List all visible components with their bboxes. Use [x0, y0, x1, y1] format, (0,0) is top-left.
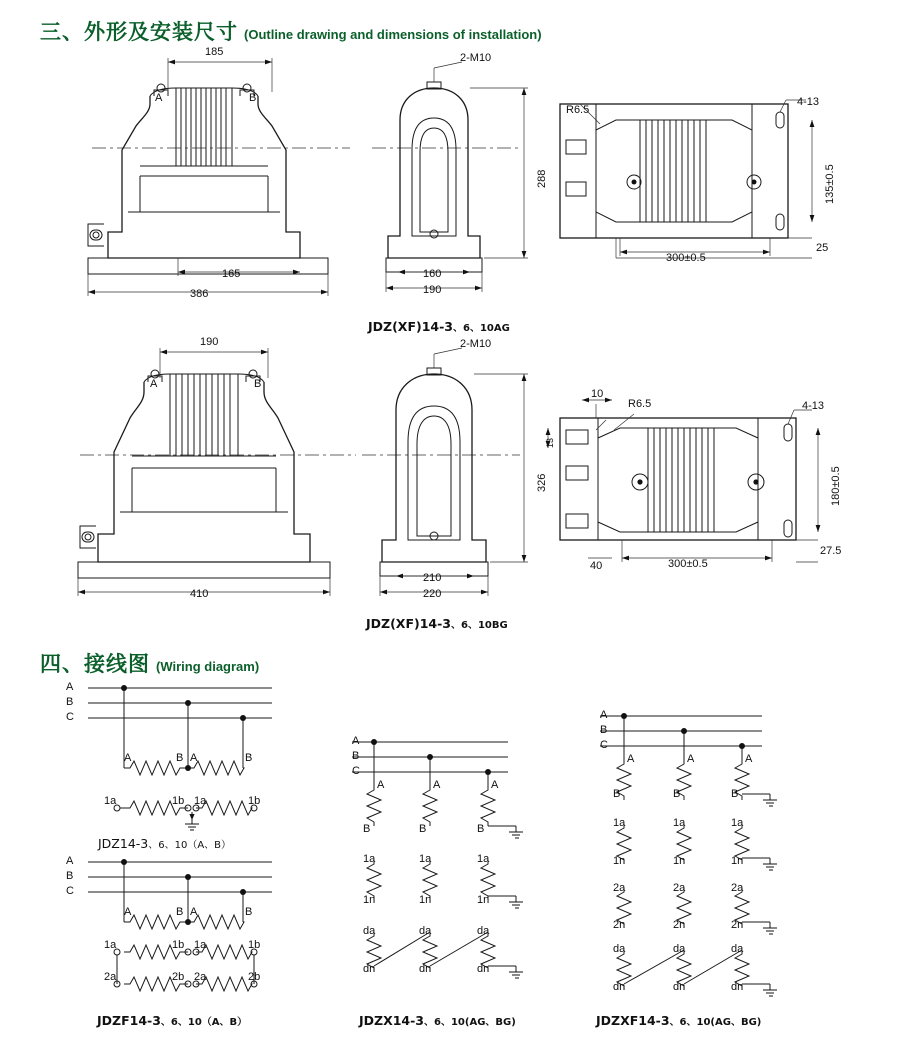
- dim-10: 10: [591, 388, 604, 400]
- terminal-a-label-2: A: [150, 378, 158, 390]
- caption-jdzf14-sub: 、6、10（A、B）: [160, 1017, 248, 1028]
- damp4-top-da3: da: [731, 943, 744, 955]
- ter-term-2b-2: 2b: [248, 971, 261, 983]
- dim-326: 326: [536, 473, 548, 492]
- prim2-term-b1: B: [176, 906, 184, 918]
- prim3-top-a3: A: [491, 779, 499, 791]
- sec3-bot-1n2: 1n: [419, 894, 432, 906]
- prim2-term-b2: B: [245, 906, 253, 918]
- dim-190-front: 190: [200, 336, 219, 348]
- phase-label-c-3: C: [352, 765, 360, 777]
- damp3-bot-dn2: dn: [419, 963, 432, 975]
- sec3-bot-1n1: 1n: [363, 894, 376, 906]
- caption-jdz14: [98, 836, 231, 851]
- prim4-bot-b2: B: [673, 788, 681, 800]
- dim-135: 135±0.5: [824, 164, 836, 204]
- damp4-bot-dn2: dn: [673, 981, 686, 993]
- prim4-bot-b3: B: [731, 788, 739, 800]
- prim2-term-a2: A: [190, 906, 198, 918]
- prim4-top-a2: A: [687, 753, 695, 765]
- damp4-bot-dn3: dn: [731, 981, 744, 993]
- dim-185: 185: [205, 46, 224, 58]
- sec41-top-1a1: 1a: [613, 817, 626, 829]
- sec42-top-2a1: 2a: [613, 882, 626, 894]
- prim-term-a2: A: [190, 752, 198, 764]
- sec42-top-2a3: 2a: [731, 882, 744, 894]
- sec42-bot-2n1: 2n: [613, 919, 626, 931]
- prim4-bot-b1: B: [613, 788, 621, 800]
- sec3-top-1a2: 1a: [419, 853, 432, 865]
- caption-bg-main: JDZ(XF)14-3: [366, 616, 451, 631]
- caption-jdzx14: [359, 1013, 516, 1028]
- caption-jdzxf14: [596, 1013, 761, 1028]
- sec41-top-1a2: 1a: [673, 817, 686, 829]
- prim2-term-a1: A: [124, 906, 132, 918]
- prim4-top-a3: A: [745, 753, 753, 765]
- caption-jdzxf14-sub: 、6、10(AG、BG): [669, 1017, 762, 1028]
- section-heading-wiring-en: (Wiring diagram): [156, 659, 260, 674]
- sec-term-1b-1: 1b: [172, 795, 185, 807]
- phase-label-b-2: B: [66, 870, 74, 882]
- prim3-bot-b1: B: [363, 823, 371, 835]
- dim-2m10-2: 2-M10: [460, 338, 492, 350]
- dim-40: 40: [590, 560, 603, 572]
- caption-jdz14-main: JDZ14-3: [98, 836, 149, 851]
- prim3-top-a2: A: [433, 779, 441, 791]
- caption-jdzx14-sub: 、6、10(AG、BG): [424, 1017, 516, 1028]
- sec41-bot-1n3: 1n: [731, 855, 744, 867]
- caption-jdz14-sub: 、6、10（A、B）: [148, 840, 232, 851]
- sec42-bot-2n3: 2n: [731, 919, 744, 931]
- dim-4-13-2: 4-13: [802, 400, 825, 412]
- sec-term-1a-1: 1a: [104, 795, 117, 807]
- damp4-top-da2: da: [673, 943, 686, 955]
- terminal-b-label: B: [249, 92, 257, 104]
- caption-jdzxf14-main: JDZXF14-3: [596, 1013, 670, 1028]
- caption-ag-sub: 、6、10AG: [452, 323, 510, 334]
- terminal-a-label: A: [155, 92, 163, 104]
- phase-label-b-1: B: [66, 696, 74, 708]
- dim-r65: R6.5: [566, 104, 590, 116]
- damp3-top-da2: da: [419, 925, 432, 937]
- dim-300: 300±0.5: [666, 252, 706, 264]
- sec2-term-1a-2: 1a: [194, 939, 207, 951]
- sec42-top-2a2: 2a: [673, 882, 686, 894]
- dim-386: 386: [190, 288, 209, 300]
- caption-jdzx14-main: JDZX14-3: [359, 1013, 425, 1028]
- phase-label-b-4: B: [600, 724, 608, 736]
- dim-2m10: 2-M10: [460, 52, 492, 64]
- dim-13: 13: [545, 437, 555, 448]
- prim-term-b1: B: [176, 752, 184, 764]
- prim3-top-a1: A: [377, 779, 385, 791]
- dim-410: 410: [190, 588, 209, 600]
- sec3-top-1a1: 1a: [363, 853, 376, 865]
- prim3-bot-b2: B: [419, 823, 427, 835]
- dim-300-2: 300±0.5: [668, 558, 708, 570]
- damp3-top-da3: da: [477, 925, 490, 937]
- damp3-bot-dn1: dn: [363, 963, 376, 975]
- caption-ag-main: JDZ(XF)14-3: [368, 319, 453, 334]
- prim4-top-a1: A: [627, 753, 635, 765]
- sec3-top-1a3: 1a: [477, 853, 490, 865]
- dim-165: 165: [222, 268, 241, 280]
- damp3-bot-dn3: dn: [477, 963, 490, 975]
- phase-label-c-4: C: [600, 739, 608, 751]
- dim-r65-2: R6.5: [628, 398, 652, 410]
- wiring-diagram-3: [352, 739, 523, 978]
- damp3-top-da1: da: [363, 925, 376, 937]
- sec2-term-1a-1: 1a: [104, 939, 117, 951]
- phase-label-b-3: B: [352, 750, 360, 762]
- damp4-top-da1: da: [613, 943, 626, 955]
- prim-term-a1: A: [124, 752, 132, 764]
- phase-label-c-1: C: [66, 711, 74, 723]
- sec2-term-1b-1: 1b: [172, 939, 185, 951]
- phase-label-a-1: A: [66, 681, 74, 693]
- dim-275: 27.5: [820, 545, 842, 557]
- sec-term-1a-2: 1a: [194, 795, 207, 807]
- section-heading-wiring-cn: 四、接线图: [40, 652, 150, 676]
- ter-term-2a-2: 2a: [194, 971, 207, 983]
- dim-180: 180±0.5: [830, 466, 842, 506]
- terminal-b-label-2: B: [254, 378, 262, 390]
- dim-190: 190: [423, 284, 442, 296]
- caption-jdzf14: [97, 1013, 247, 1028]
- sec3-bot-1n3: 1n: [477, 894, 490, 906]
- sec41-bot-1n2: 1n: [673, 855, 686, 867]
- damp4-bot-dn1: dn: [613, 981, 626, 993]
- prim-term-b2: B: [245, 752, 253, 764]
- phase-label-c-2: C: [66, 885, 74, 897]
- phase-label-a-3: A: [352, 735, 360, 747]
- dim-160: 160: [423, 268, 442, 280]
- dim-220: 220: [423, 588, 442, 600]
- phase-label-a-4: A: [600, 709, 608, 721]
- sec41-bot-1n1: 1n: [613, 855, 626, 867]
- dim-25: 25: [816, 242, 829, 254]
- section-heading-en: (Outline drawing and dimensions of installation): [244, 27, 542, 42]
- sec42-bot-2n2: 2n: [673, 919, 686, 931]
- sec41-top-1a3: 1a: [731, 817, 744, 829]
- prim3-bot-b3: B: [477, 823, 485, 835]
- dim-210: 210: [423, 572, 442, 584]
- caption-jdzf14-main: JDZF14-3: [97, 1013, 161, 1028]
- phase-label-a-2: A: [66, 855, 74, 867]
- caption-bg-sub: 、6、10BG: [450, 620, 508, 631]
- ter-term-2a-1: 2a: [104, 971, 117, 983]
- dim-288: 288: [536, 169, 548, 188]
- ter-term-2b-1: 2b: [172, 971, 185, 983]
- sec-term-1b-2: 1b: [248, 795, 261, 807]
- section-heading-cn: 三、外形及安装尺寸: [40, 20, 238, 44]
- dim-4-13: 4-13: [797, 96, 820, 108]
- sec2-term-1b-2: 1b: [248, 939, 261, 951]
